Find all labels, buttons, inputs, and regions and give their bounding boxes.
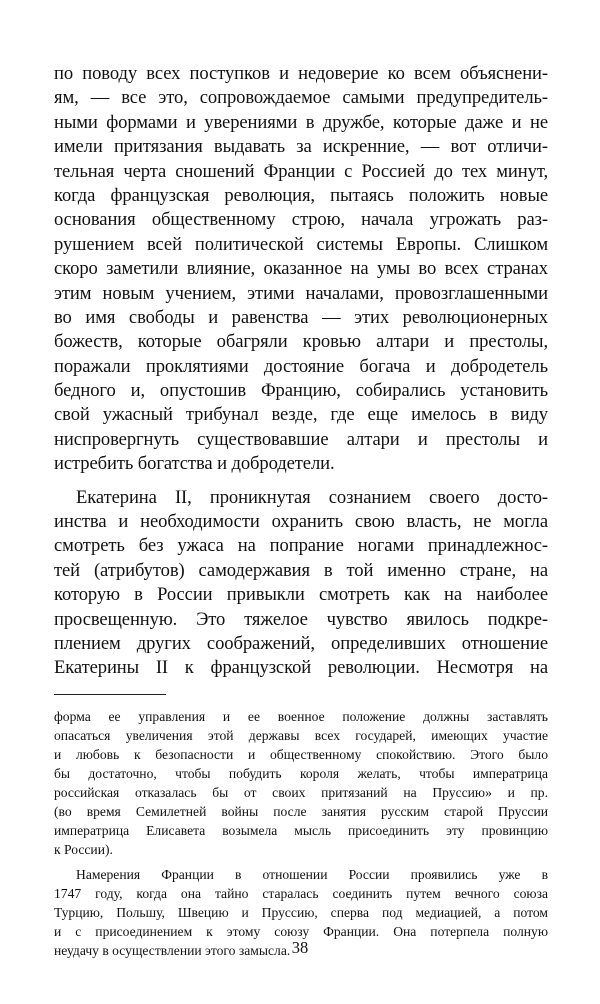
footnote-line: и любовь к безопасности и общественному спокойствию. Этого было <box>54 746 548 762</box>
footnote <box>54 707 548 960</box>
text-line: поражали проклятиями достояние богача и добродетель <box>54 355 548 377</box>
text-line: божеств, которые обагряли кровью алтари и престолы, <box>54 331 548 353</box>
text-line: свой ужасный трибунал везде, где еще имелось в виду <box>54 404 548 426</box>
text-line: бедного и, опустошив Францию, собирались установить <box>54 380 548 402</box>
text-line: инства и необходимости охранить свою власть, не могла <box>54 511 548 533</box>
text-line: истребить богатства и добродетели. <box>54 453 335 475</box>
footnote-line: (во время Семилетней войны после занятия русским старой Пруссии <box>54 803 548 819</box>
footnote-line: опасаться увеличения этой державы всех государей, имеющих участие <box>54 727 548 743</box>
text-line: по поводу всех поступков и недоверие ко всем объяснени- <box>54 63 548 84</box>
footnote-line: императрица Елисавета возымела мысль присоединить эту провинцию <box>54 822 548 838</box>
footnote-line: неудачу в осуществлении этого замысла. <box>54 942 291 958</box>
text-line: тей (атрибутов) самодержавия в той именно стране, на <box>54 559 548 581</box>
footnote-line: российская отказалась бы от своих притязаний на Пруссию» и пр. <box>54 784 548 800</box>
footnote-line: 1747 году, когда она тайно старалась соединить путем вечного союза <box>54 885 548 901</box>
text-line: Екатерина II, проникнутая сознанием своего досто- <box>76 486 548 508</box>
text-line: плением других соображений, определивших отношение <box>54 632 548 654</box>
footnote-line: Намерения Франции в отношении России проявились уже в <box>76 866 548 882</box>
page-number: 38 <box>291 938 309 957</box>
footnote-line: бы достаточно, чтобы побудить короля желать, чтобы императрица <box>54 765 548 781</box>
text-line: во имя свободы и равенства — этих революционерных <box>54 306 548 328</box>
book-page <box>54 62 548 960</box>
text-line: этим новым учением, этими началами, провозглашенными <box>54 282 548 304</box>
text-line: Екатерины II к французской революции. Несмотря на <box>54 657 548 679</box>
footnote-line: Турцию, Польшу, Швецию и Пруссию, сперва под медиацией, а потом <box>54 904 548 920</box>
text-line: ниспровергнуть существовавшие алтари и престолы и <box>54 428 548 450</box>
footnote-line: форма ее управления и ее военное положение должны заставлять <box>54 708 548 724</box>
text-line: скоро заметили влияние, оказанное на умы во всех странах <box>54 258 548 280</box>
text-line: тельная черта сношений Франции с Россией до тех минут, <box>54 160 548 182</box>
text-line: ными формами и уверениями в дружбе, которые даже и не <box>54 111 548 133</box>
paragraph-spacer <box>54 477 548 486</box>
footnote-line: к России). <box>54 841 113 857</box>
text-line: которую в России привыкли смотреть как на наиболее <box>54 584 548 606</box>
footnote-paragraph-1 <box>54 707 548 859</box>
text-line: имели притязания выдавать за искренние, — вот отличи- <box>54 136 548 158</box>
footnote-line: и с присоединением к этому союзу Франции. Она потерпела полную <box>54 923 548 939</box>
text-line: ям, — все это, сопровождаемое самыми предупредитель- <box>54 87 548 109</box>
text-line: рушением всей политической системы Европы. Слишком <box>54 233 548 255</box>
text-line: когда французская революция, пытаясь положить новые <box>54 184 548 206</box>
footnote-divider <box>54 694 166 695</box>
text-line: просвещенную. Это тяжелое чувство явилось подкре- <box>54 608 548 630</box>
text-line: смотреть без ужаса на попрание ногами принадлежнос- <box>54 535 548 557</box>
main-paragraph-1 <box>54 62 548 477</box>
main-paragraph-2 <box>54 486 548 681</box>
text-line: основания общественному строю, начала угрожать раз- <box>54 209 548 231</box>
